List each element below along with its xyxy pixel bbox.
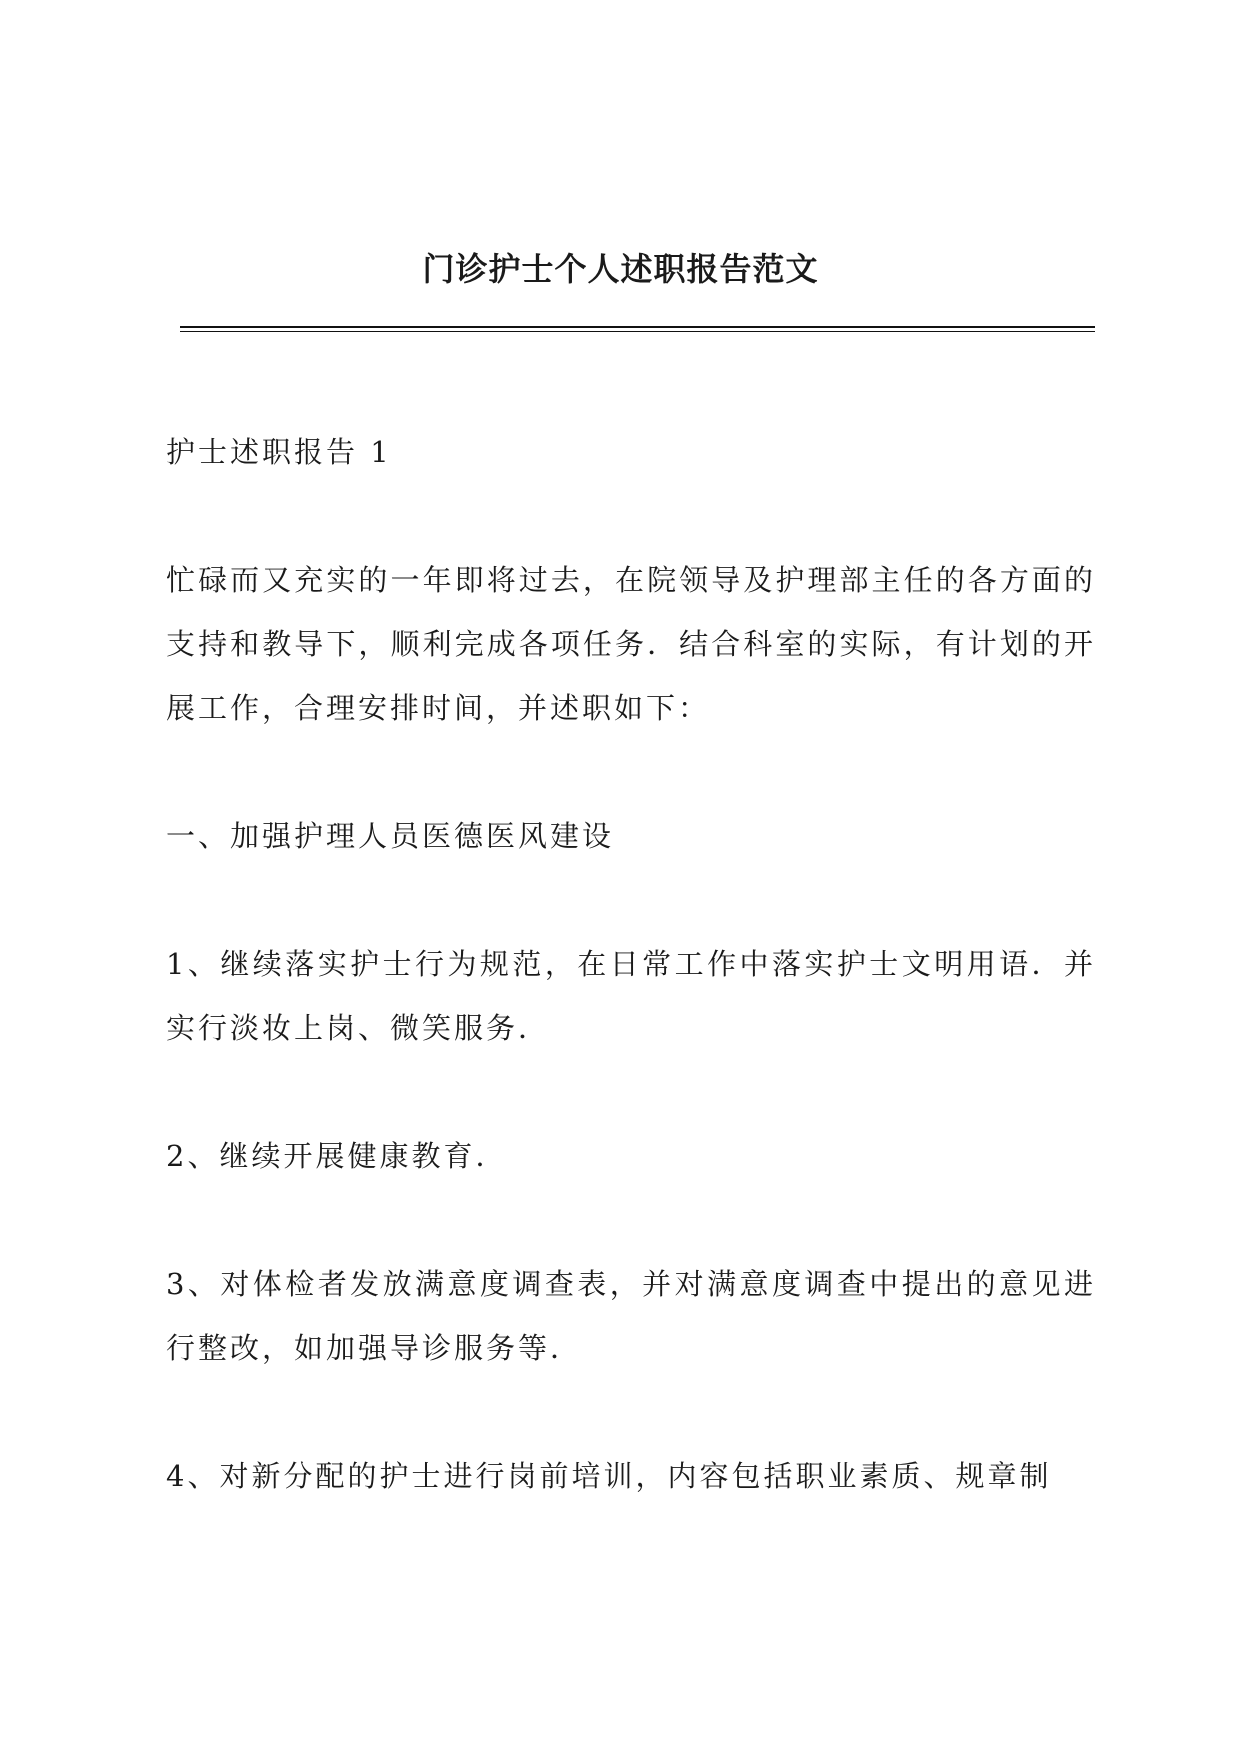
document-body: [166, 420, 1096, 1572]
title-divider: [180, 326, 1095, 332]
list-item: 2、继续开展健康教育．: [166, 1139, 508, 1173]
list-item: 1、继续落实护士行为规范，在日常工作中落实护士文明用语．并实行淡妆上岗、微笑服务．: [166, 947, 1096, 1045]
section-heading-ethics: 一、加强护理人员医德医风建设: [166, 819, 615, 853]
list-item: 4、对新分配的护士进行岗前培训，内容包括职业素质、规章制: [166, 1459, 1052, 1493]
list-item: 3、对体检者发放满意度调查表，并对满意度调查中提出的意见进行整改，如加强导诊服务等．: [166, 1267, 1096, 1365]
section-heading: 护士述职报告 1: [166, 435, 392, 469]
document-title: 门诊护士个人述职报告范文: [422, 250, 819, 288]
intro-paragraph: 忙碌而又充实的一年即将过去，在院领导及护理部主任的各方面的支持和教导下，顺利完成各项任务．结合科室的实际，有计划的开展工作，合理安排时间，并述职如下：: [166, 563, 1096, 725]
